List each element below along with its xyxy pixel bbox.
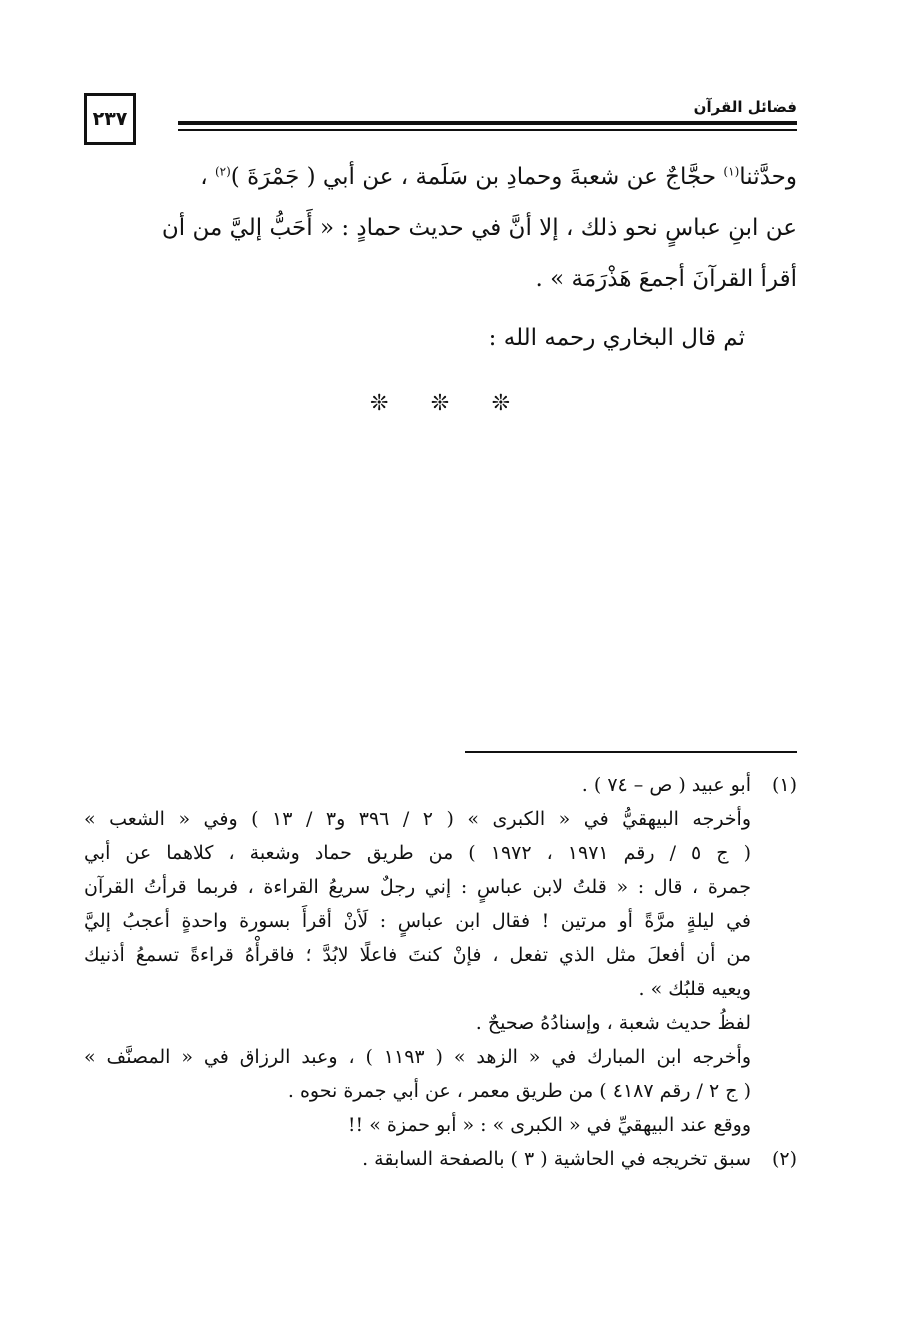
footnote-marker-2: (٢): [214, 164, 231, 179]
main-line-3: أقرأ القرآنَ أجمعَ هَذْرَمَة » .: [535, 266, 797, 292]
main-line-2: عن ابنِ عباسٍ نحو ذلك ، إلا أنَّ في حديث حمادٍ : « أَحَبُّ إليَّ من أن: [161, 215, 797, 241]
footnote-line: في ليلةٍ مرَّةً أو مرتين ! فقال ابن عباسٍ : لَأنْ أقرأَ بسورة واحدةٍ أعجبُ إليَّ: [84, 910, 751, 932]
asterism-ornament: ❊: [430, 391, 450, 416]
footnote-line: جمرة ، قال : « قلتُ لابن عباسٍ : إني رجلٌ سريعُ القراءة ، فربما قرأتُ القرآن: [84, 876, 751, 898]
footnote-line: وأخرجه ابن المبارك في « الزهد » ( ١١٩٣ ) ، وعبد الرزاق في « المصنَّف »: [84, 1046, 751, 1068]
main-line-1: [84, 152, 797, 203]
footnote-body: [84, 1142, 751, 1176]
footnote-line: ووقع عند البيهقيِّ في « الكبرى » : « أبو حمزة » !!: [347, 1114, 751, 1136]
footnote-line: لفظُ حديث شعبة ، وإسنادُهُ صحيحٌ .: [475, 1012, 751, 1034]
asterism-ornament: ❊: [370, 391, 389, 416]
closing-line: ثم قال البخاري رحمه الله :: [488, 325, 745, 351]
footnote-1: [84, 768, 797, 1142]
footnote-number: (١): [771, 774, 797, 796]
footnote-2: [84, 1142, 797, 1176]
footnote-line: أبو عبيد ( ص – ٧٤ ) .: [581, 774, 751, 796]
asterism-ornament: ❊: [491, 391, 510, 416]
footnote-line: ويعيه قلبُك » .: [638, 978, 751, 1000]
main-line-1-end: ،: [200, 164, 215, 190]
footnote-line: من أن أفعلَ مثل الذي تفعل ، فإنْ كنتَ فاعلًا لابُدَّ ؛ فاقرأْهُ قراءةً تسمعُ أذنيك: [84, 944, 751, 966]
footnote-line: ( ج ٥ / رقم ١٩٧١ ، ١٩٧٢ ) من طريق حماد وشعبة ، كلاهما عن أبي: [84, 842, 751, 864]
page-number: ٢٣٧: [92, 108, 128, 130]
footnote-marker-1: (١): [723, 164, 740, 179]
section-divider: [370, 390, 510, 418]
main-line-1-middle: حجَّاجٌ عن شعبةَ وحمادِ بن سَلَمة ، عن أبي ( جَمْرَةَ ): [230, 164, 724, 190]
page-number-box: [84, 93, 136, 145]
main-line-1-start: وحدَّثنا: [739, 164, 797, 190]
footnotes: [84, 768, 797, 1176]
footnote-line: سبق تخريجه في الحاشية ( ٣ ) بالصفحة السابقة .: [362, 1148, 751, 1170]
footnote-body: [84, 768, 751, 1142]
footnote-number: (٢): [771, 1148, 797, 1170]
running-header-title: فضائل القرآن: [693, 98, 797, 116]
footnote-separator: [465, 751, 797, 753]
main-text: [84, 152, 797, 305]
header-rule-thin: [178, 129, 797, 131]
footnote-line: وأخرجه البيهقيُّ في « الكبرى » ( ٢ / ٣٩٦ و٣ / ١٣ ) وفي « الشعب »: [84, 808, 751, 830]
header-rule-thick: [178, 121, 797, 125]
footnote-line: ( ج ٢ / رقم ٤١٨٧ ) من طريق معمر ، عن أبي جمرة نحوه .: [287, 1080, 751, 1102]
